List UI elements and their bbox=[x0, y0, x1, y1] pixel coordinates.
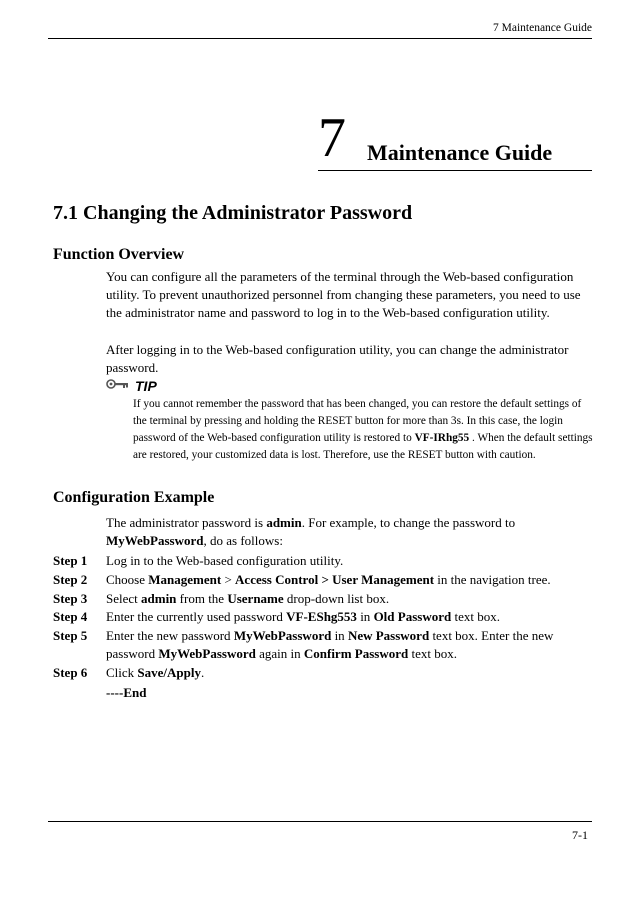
tip-text: If you cannot remember the password that has been changed, you can restore the default settings of the terminal by pressing and holding the RESET button for more than 3s. In this case, the login password of the Web-based configuration utility is restored to VF-IRhg55 . When the default settings are restored, your customized data is lost. Therefore, use the RESET button with caution. bbox=[133, 398, 593, 461]
step-label: Step 2 bbox=[53, 572, 88, 587]
page-number: 7-1 bbox=[572, 828, 588, 842]
key-icon bbox=[106, 377, 130, 395]
header-divider bbox=[48, 38, 592, 39]
chapter-title: Maintenance Guide bbox=[367, 140, 553, 165]
configuration-example-heading: Configuration Example bbox=[53, 489, 215, 506]
chapter-number: 7 bbox=[318, 107, 346, 169]
function-overview-heading: Function Overview bbox=[53, 246, 185, 263]
step-text: Select admin from the Username drop-down list box. bbox=[106, 591, 390, 606]
section-title: 7.1 Changing the Administrator Password bbox=[53, 202, 413, 224]
footer-divider bbox=[48, 821, 592, 822]
step-label: Step 4 bbox=[53, 609, 88, 624]
step-text: Enter the currently used password VF-EShg553 in Old Password text box. bbox=[106, 609, 500, 624]
step-text: Choose Management > Access Control > User Management in the navigation tree. bbox=[106, 572, 551, 587]
step-label: Step 5 bbox=[53, 628, 88, 643]
step-label: Step 6 bbox=[53, 665, 88, 680]
step-label: Step 3 bbox=[53, 591, 88, 606]
step-text: Enter the new password MyWebPassword in New Password text box. Enter the new password MyWebPassword again in Confirm Password text box. bbox=[106, 628, 554, 661]
tip-label: TIP bbox=[135, 378, 157, 394]
config-intro: The administrator password is admin. For example, to change the password to MyWebPassword, do as follows: bbox=[106, 515, 516, 548]
overview-paragraph-2: After logging in to the Web-based configuration utility, you can change the administrator password. bbox=[106, 342, 569, 375]
step-label: Step 1 bbox=[53, 553, 88, 568]
header-title: 7 Maintenance Guide bbox=[493, 22, 592, 34]
end-marker: ----End bbox=[106, 685, 147, 700]
step-text: Log in to the Web-based configuration utility. bbox=[106, 553, 344, 568]
overview-paragraph-1: You can configure all the parameters of the terminal through the Web-based configuration utility. To prevent unauthorized personnel from changing these parameters, you need to use the administrator name and password to log in to the Web-based configuration utility. bbox=[106, 269, 581, 320]
chapter-divider bbox=[318, 170, 592, 171]
tip-header bbox=[106, 377, 157, 395]
default-password: VF-IRhg55 bbox=[414, 432, 470, 444]
step-text: Click Save/Apply. bbox=[106, 665, 205, 680]
